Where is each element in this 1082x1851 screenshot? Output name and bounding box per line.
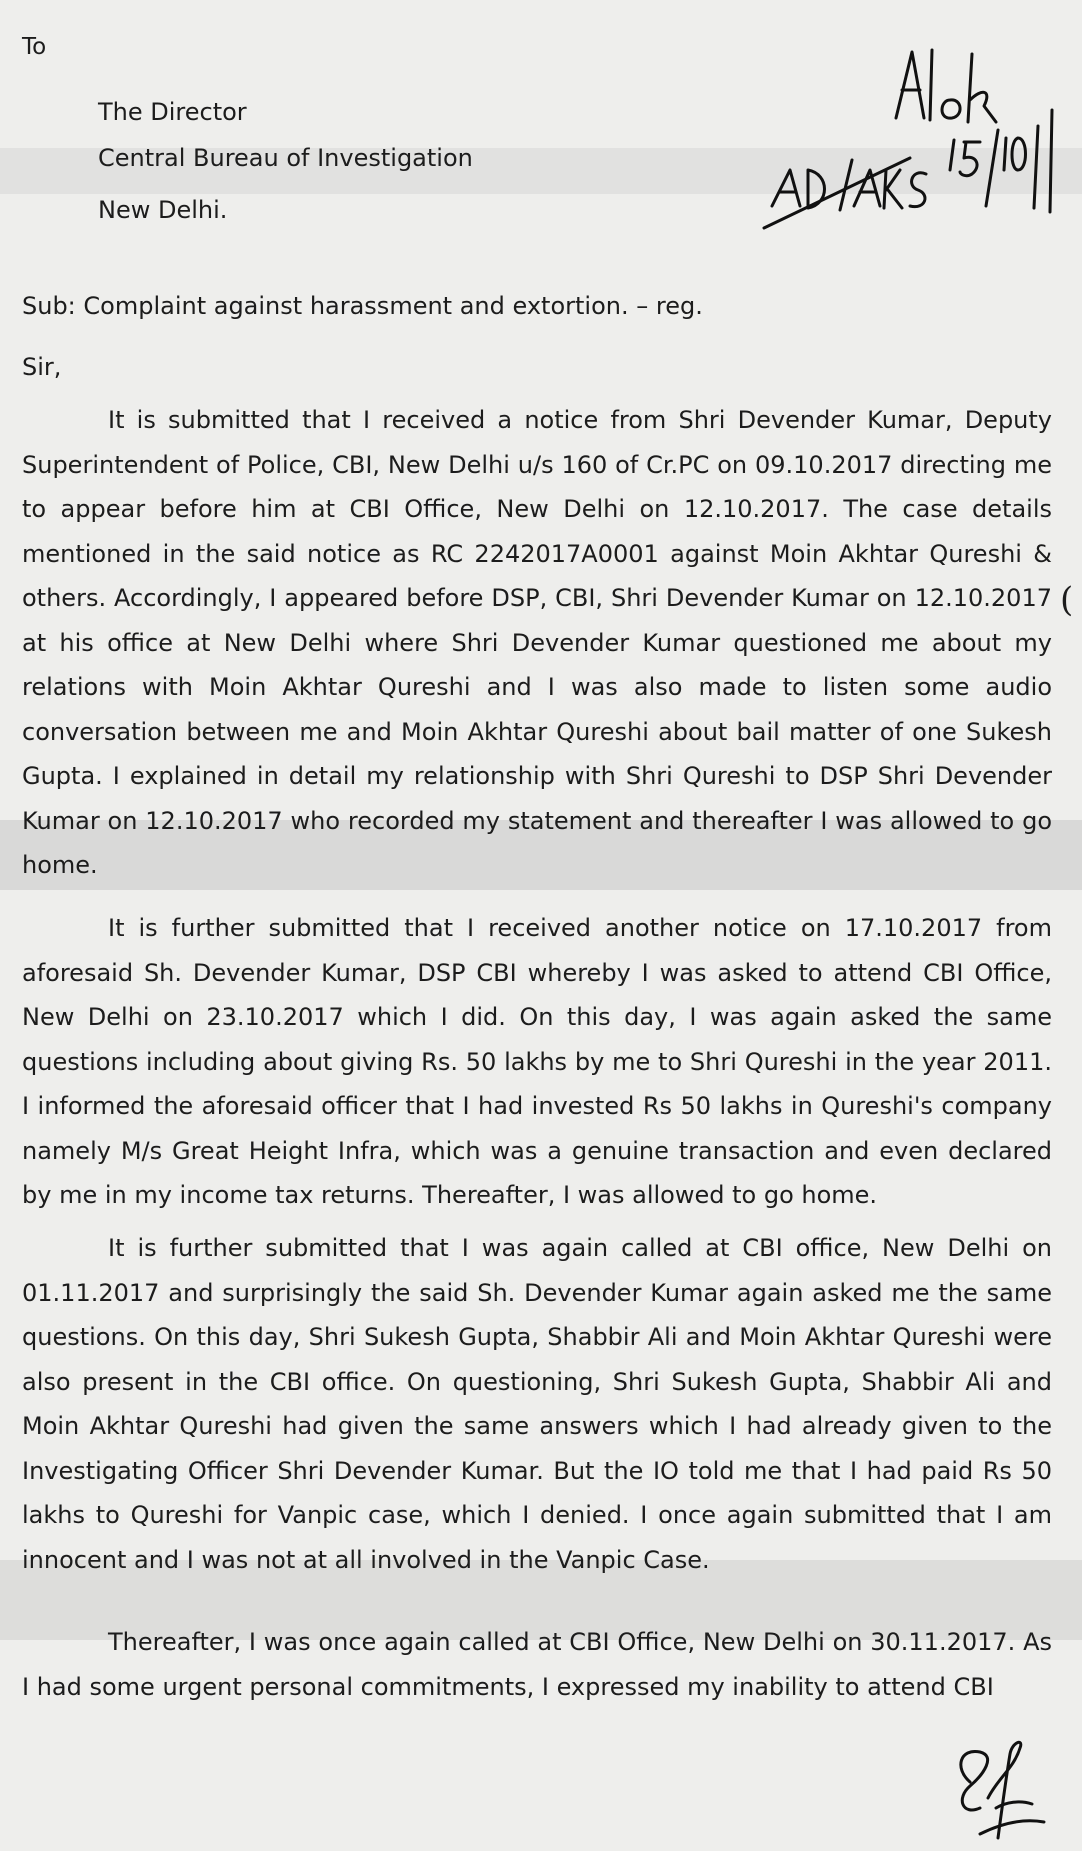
handwritten-note [760, 30, 1082, 240]
recipient-title: The Director [98, 98, 247, 126]
recipient-city: New Delhi. [98, 196, 228, 224]
paragraph-4: Thereafter, I was once again called at CBI Office, New Delhi on 30.11.2017. As I had some urgent personal commitments, I expressed my inability to attend CBI [22, 1628, 1052, 1701]
salutation: Sir, [22, 353, 62, 381]
signature [940, 1738, 1060, 1846]
to-line: To [22, 34, 47, 60]
recipient-organization: Central Bureau of Investigation [98, 144, 473, 172]
paragraph-2: It is further submitted that I received another notice on 17.10.2017 from aforesaid Sh. Devender Kumar, DSP CBI whereby I was asked to attend CBI Office, New Delhi on 23.10.2017 which I did. On this day, I was again asked the same questions including about giving Rs. 50 lakhs by me to Shri Qureshi in the year 2011. I informed the aforesaid officer that I had invested Rs 50 lakhs in Qureshi's company namely M/s Great Height Infra, which was a genuine transaction and even declared by me in my income tax returns. Thereafter, I was allowed to go home. [22, 914, 1052, 1209]
subject-line: Sub: Complaint against harassment and extortion. – reg. [22, 292, 703, 320]
paragraph-3: It is further submitted that I was again called at CBI office, New Delhi on 01.11.2017 and surprisingly the said Sh. Devender Kumar again asked me the same questions. On this day, Shri Sukesh Gupta, Shabbir Ali and Moin Akhtar Qureshi were also present in the CBI office. On questioning, Shri Sukesh Gupta, Shabbir Ali and Moin Akhtar Qureshi had given the same answers which I had already given to the Investigating Officer Shri Devender Kumar. But the IO told me that I had paid Rs 50 lakhs to Qureshi for Vanpic case, which I denied. I once again submitted that I am innocent and I was not at all involved in the Vanpic Case. [22, 1234, 1052, 1574]
margin-mark: ( [1060, 580, 1074, 620]
paragraph-1: It is submitted that I received a notice from Shri Devender Kumar, Deputy Superintendent of Police, CBI, New Delhi u/s 160 of Cr.PC on 09.10.2017 directing me to appear before him at CBI Office, New Delhi on 12.10.2017. The case details mentioned in the said notice as RC 2242017A0001 against Moin Akhtar Qureshi & others. Accordingly, I appeared before DSP, CBI, Shri Devender Kumar on 12.10.2017 at his office at New Delhi where Shri Devender Kumar questioned me about my relations with Moin Akhtar Qureshi and I was also made to listen some audio conversation between me and Moin Akhtar Qureshi about bail matter of one Sukesh Gupta. I explained in detail my relationship with Shri Qureshi to DSP Shri Devender Kumar on 12.10.2017 who recorded my statement and thereafter I was allowed to go home. [22, 406, 1052, 879]
